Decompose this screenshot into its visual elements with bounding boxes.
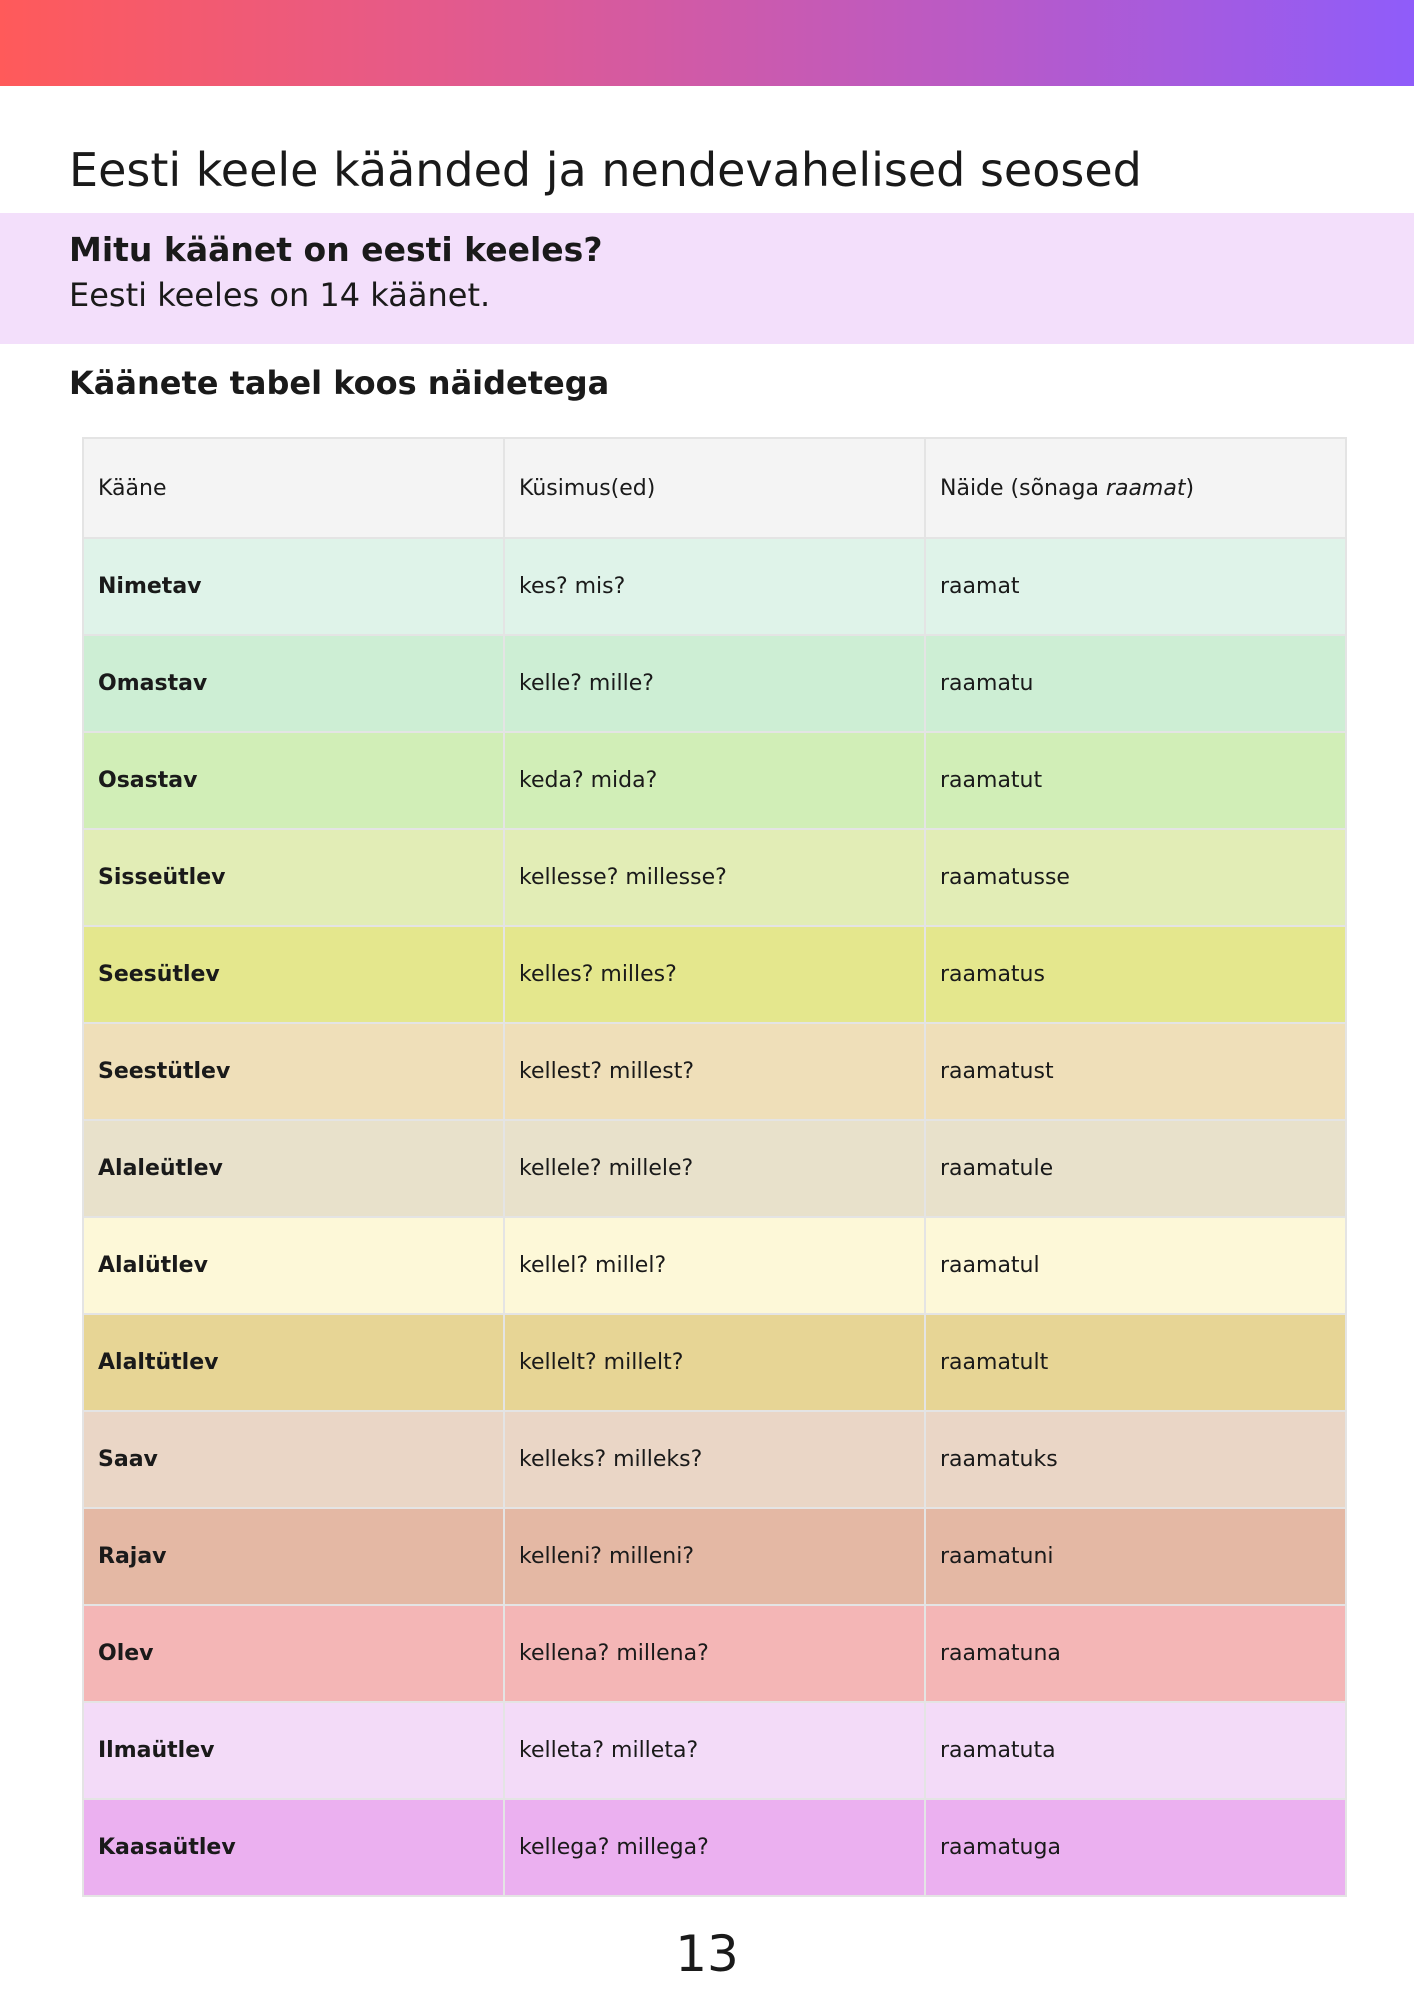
column-header-example-word: raamat	[1105, 475, 1186, 501]
case-name-cell: Kaasaütlev	[83, 1799, 504, 1896]
table-row	[83, 1411, 1346, 1508]
example-cell: raamatul	[925, 1217, 1346, 1314]
questions-cell: kellele? millele?	[504, 1120, 925, 1217]
example-cell: raamatus	[925, 926, 1346, 1023]
example-cell: raamatuna	[925, 1605, 1346, 1702]
case-name-cell: Olev	[83, 1605, 504, 1702]
example-cell: raamat	[925, 538, 1346, 635]
column-header-questions: Küsimus(ed)	[504, 438, 925, 538]
case-name-cell: Seestütlev	[83, 1023, 504, 1120]
case-name-cell: Ilmaütlev	[83, 1702, 504, 1799]
example-cell: raamatuga	[925, 1799, 1346, 1896]
questions-cell: kelle? mille?	[504, 635, 925, 732]
example-cell: raamatule	[925, 1120, 1346, 1217]
questions-cell: keda? mida?	[504, 732, 925, 829]
questions-cell: kellest? millest?	[504, 1023, 925, 1120]
table-row	[83, 1605, 1346, 1702]
table-body	[83, 538, 1346, 1896]
table-row	[83, 1023, 1346, 1120]
questions-cell: kelleta? milleta?	[504, 1702, 925, 1799]
questions-cell: kellelt? millelt?	[504, 1314, 925, 1411]
column-header-example-suffix: )	[1185, 475, 1195, 501]
page-number: 13	[675, 1925, 739, 1983]
questions-cell: kellel? millel?	[504, 1217, 925, 1314]
table-row	[83, 538, 1346, 635]
top-gradient-bar	[0, 0, 1414, 86]
case-name-cell: Osastav	[83, 732, 504, 829]
case-name-cell: Alaleütlev	[83, 1120, 504, 1217]
table-row	[83, 1314, 1346, 1411]
case-name-cell: Sisseütlev	[83, 829, 504, 926]
table-row	[83, 1217, 1346, 1314]
example-cell: raamatult	[925, 1314, 1346, 1411]
questions-cell: kelleks? milleks?	[504, 1411, 925, 1508]
questions-cell: kellesse? millesse?	[504, 829, 925, 926]
page-title: Eesti keele käänded ja nendevahelised seosed	[69, 143, 1142, 197]
case-name-cell: Omastav	[83, 635, 504, 732]
case-name-cell: Saav	[83, 1411, 504, 1508]
case-table	[82, 437, 1347, 1897]
case-name-cell: Nimetav	[83, 538, 504, 635]
table-row	[83, 1702, 1346, 1799]
questions-cell: kes? mis?	[504, 538, 925, 635]
column-header-example-prefix: Näide (sõnaga	[940, 475, 1106, 501]
case-name-cell: Seesütlev	[83, 926, 504, 1023]
table-row	[83, 635, 1346, 732]
column-header-case: Kääne	[83, 438, 504, 538]
example-cell: raamatuta	[925, 1702, 1346, 1799]
table-row	[83, 1799, 1346, 1896]
table-row	[83, 926, 1346, 1023]
table-row	[83, 829, 1346, 926]
table-row	[83, 1508, 1346, 1605]
callout-question: Mitu käänet on eesti keeles?	[69, 230, 603, 269]
example-cell: raamatut	[925, 732, 1346, 829]
table-row	[83, 732, 1346, 829]
callout-box	[0, 213, 1414, 344]
table-header-row	[83, 438, 1346, 538]
callout-answer: Eesti keeles on 14 käänet.	[69, 276, 491, 314]
case-name-cell: Rajav	[83, 1508, 504, 1605]
example-cell: raamatuni	[925, 1508, 1346, 1605]
example-cell: raamatusse	[925, 829, 1346, 926]
column-header-example	[925, 438, 1346, 538]
case-name-cell: Alaltütlev	[83, 1314, 504, 1411]
questions-cell: kellena? millena?	[504, 1605, 925, 1702]
section-heading: Käänete tabel koos näidetega	[69, 364, 610, 402]
questions-cell: kellega? millega?	[504, 1799, 925, 1896]
case-name-cell: Alalütlev	[83, 1217, 504, 1314]
example-cell: raamatuks	[925, 1411, 1346, 1508]
questions-cell: kelles? milles?	[504, 926, 925, 1023]
example-cell: raamatust	[925, 1023, 1346, 1120]
questions-cell: kelleni? milleni?	[504, 1508, 925, 1605]
table-row	[83, 1120, 1346, 1217]
example-cell: raamatu	[925, 635, 1346, 732]
